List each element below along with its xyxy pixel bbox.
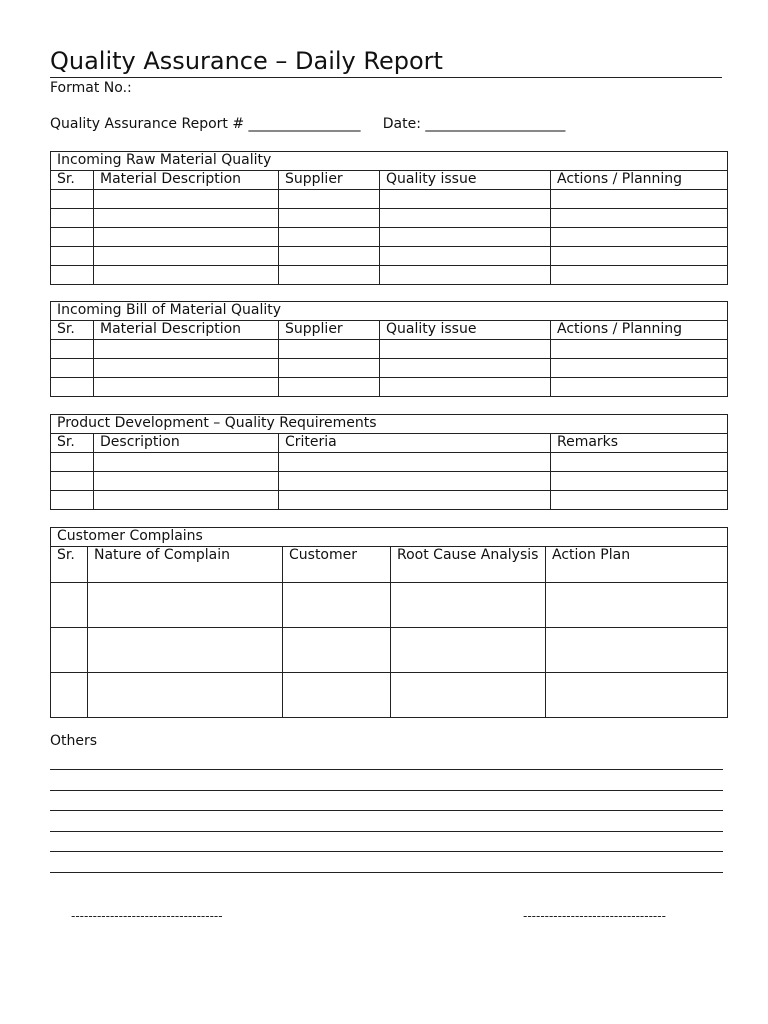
- table-cell[interactable]: [391, 583, 546, 628]
- raw-material-table: [50, 151, 728, 285]
- table-cell[interactable]: [51, 247, 94, 266]
- table-cell[interactable]: [51, 491, 94, 510]
- others-label: Others: [50, 733, 98, 749]
- table-row: [51, 190, 728, 209]
- table-cell[interactable]: [51, 340, 94, 359]
- table-cell[interactable]: [94, 247, 279, 266]
- table-cell[interactable]: [380, 359, 551, 378]
- table-cell[interactable]: [279, 359, 380, 378]
- column-header-customer: Customer: [283, 547, 391, 583]
- table-cell[interactable]: [279, 340, 380, 359]
- table-cell[interactable]: [551, 247, 728, 266]
- table-cell[interactable]: [551, 209, 728, 228]
- column-header-sr: Sr.: [51, 434, 94, 453]
- column-header-supplier: Supplier: [279, 171, 380, 190]
- table-cell[interactable]: [51, 472, 94, 491]
- table-cell[interactable]: [51, 378, 94, 397]
- table-cell[interactable]: [283, 673, 391, 718]
- table-cell[interactable]: [51, 628, 88, 673]
- table-cell[interactable]: [94, 340, 279, 359]
- table-cell[interactable]: [94, 228, 279, 247]
- bom-table: [50, 301, 728, 397]
- format-number-label: Format No.:: [50, 80, 132, 96]
- table-cell[interactable]: [391, 673, 546, 718]
- table-cell[interactable]: [551, 453, 728, 472]
- table-cell[interactable]: [546, 628, 728, 673]
- column-header-material-description: Material Description: [94, 171, 279, 190]
- table-cell[interactable]: [51, 583, 88, 628]
- table-cell[interactable]: [283, 583, 391, 628]
- table-cell[interactable]: [51, 359, 94, 378]
- column-header-quality-issue: Quality issue: [380, 321, 551, 340]
- customer-complains-caption: Customer Complains: [51, 528, 728, 547]
- table-cell[interactable]: [94, 378, 279, 397]
- others-line[interactable]: [50, 790, 723, 791]
- table-row: [51, 247, 728, 266]
- table-cell[interactable]: [88, 673, 283, 718]
- table-cell[interactable]: [391, 628, 546, 673]
- column-header-remarks: Remarks: [551, 434, 728, 453]
- table-cell[interactable]: [279, 266, 380, 285]
- column-header-material-description: Material Description: [94, 321, 279, 340]
- table-cell[interactable]: [279, 472, 551, 491]
- table-row: [51, 628, 728, 673]
- table-cell[interactable]: [551, 228, 728, 247]
- column-header-quality-issue: Quality issue: [380, 171, 551, 190]
- table-cell[interactable]: [279, 378, 380, 397]
- table-cell[interactable]: [380, 247, 551, 266]
- column-header-sr: Sr.: [51, 321, 94, 340]
- others-line[interactable]: [50, 872, 723, 873]
- table-cell[interactable]: [94, 190, 279, 209]
- table-cell[interactable]: [279, 209, 380, 228]
- report-number-date-line: Quality Assurance Report # ________________ Date: ____________________: [50, 116, 566, 132]
- table-row: [51, 583, 728, 628]
- bom-caption: Incoming Bill of Material Quality: [51, 302, 728, 321]
- table-cell[interactable]: [51, 228, 94, 247]
- table-row: [51, 340, 728, 359]
- table-cell[interactable]: [279, 247, 380, 266]
- table-cell[interactable]: [551, 472, 728, 491]
- table-cell[interactable]: [283, 628, 391, 673]
- others-line[interactable]: [50, 769, 723, 770]
- table-cell[interactable]: [94, 266, 279, 285]
- table-cell[interactable]: [51, 190, 94, 209]
- table-cell[interactable]: [94, 491, 279, 510]
- signature-line-right: ---------------------------------: [523, 909, 666, 923]
- column-header-nature-of-complain: Nature of Complain: [88, 547, 283, 583]
- table-cell[interactable]: [551, 359, 728, 378]
- table-cell[interactable]: [380, 266, 551, 285]
- table-cell[interactable]: [94, 359, 279, 378]
- column-header-actions-planning: Actions / Planning: [551, 171, 728, 190]
- signature-line-left: -----------------------------------: [71, 909, 223, 923]
- page-title: Quality Assurance – Daily Report: [50, 46, 722, 78]
- table-cell[interactable]: [94, 453, 279, 472]
- table-cell[interactable]: [546, 673, 728, 718]
- table-cell[interactable]: [94, 209, 279, 228]
- others-line[interactable]: [50, 831, 723, 832]
- table-row: [51, 228, 728, 247]
- raw-material-caption: Incoming Raw Material Quality: [51, 152, 728, 171]
- table-cell[interactable]: [551, 491, 728, 510]
- table-cell[interactable]: [380, 190, 551, 209]
- table-row: [51, 359, 728, 378]
- table-cell[interactable]: [51, 209, 94, 228]
- product-development-caption: Product Development – Quality Requirements: [51, 415, 728, 434]
- column-header-sr: Sr.: [51, 547, 88, 583]
- table-row: [51, 472, 728, 491]
- table-cell[interactable]: [551, 266, 728, 285]
- table-cell[interactable]: [546, 583, 728, 628]
- table-cell[interactable]: [551, 190, 728, 209]
- others-line[interactable]: [50, 810, 723, 811]
- table-row: [51, 266, 728, 285]
- table-cell[interactable]: [551, 340, 728, 359]
- table-cell[interactable]: [380, 340, 551, 359]
- table-cell[interactable]: [51, 453, 94, 472]
- table-cell[interactable]: [88, 583, 283, 628]
- table-cell[interactable]: [88, 628, 283, 673]
- table-row: [51, 209, 728, 228]
- table-cell[interactable]: [94, 472, 279, 491]
- table-cell[interactable]: [51, 266, 94, 285]
- column-header-action-plan: Action Plan: [546, 547, 728, 583]
- table-cell[interactable]: [380, 378, 551, 397]
- table-cell[interactable]: [51, 673, 88, 718]
- table-cell[interactable]: [279, 228, 380, 247]
- table-cell[interactable]: [380, 209, 551, 228]
- table-cell[interactable]: [551, 378, 728, 397]
- column-header-sr: Sr.: [51, 171, 94, 190]
- column-header-actions-planning: Actions / Planning: [551, 321, 728, 340]
- column-header-description: Description: [94, 434, 279, 453]
- table-row: [51, 673, 728, 718]
- column-header-supplier: Supplier: [279, 321, 380, 340]
- table-cell[interactable]: [279, 491, 551, 510]
- customer-complains-table: [50, 527, 728, 718]
- others-line[interactable]: [50, 851, 723, 852]
- table-cell[interactable]: [279, 190, 380, 209]
- product-development-table: [50, 414, 728, 510]
- column-header-root-cause-analysis: Root Cause Analysis: [391, 547, 546, 583]
- table-cell[interactable]: [279, 453, 551, 472]
- table-row: [51, 378, 728, 397]
- table-row: [51, 491, 728, 510]
- table-row: [51, 453, 728, 472]
- table-cell[interactable]: [380, 228, 551, 247]
- column-header-criteria: Criteria: [279, 434, 551, 453]
